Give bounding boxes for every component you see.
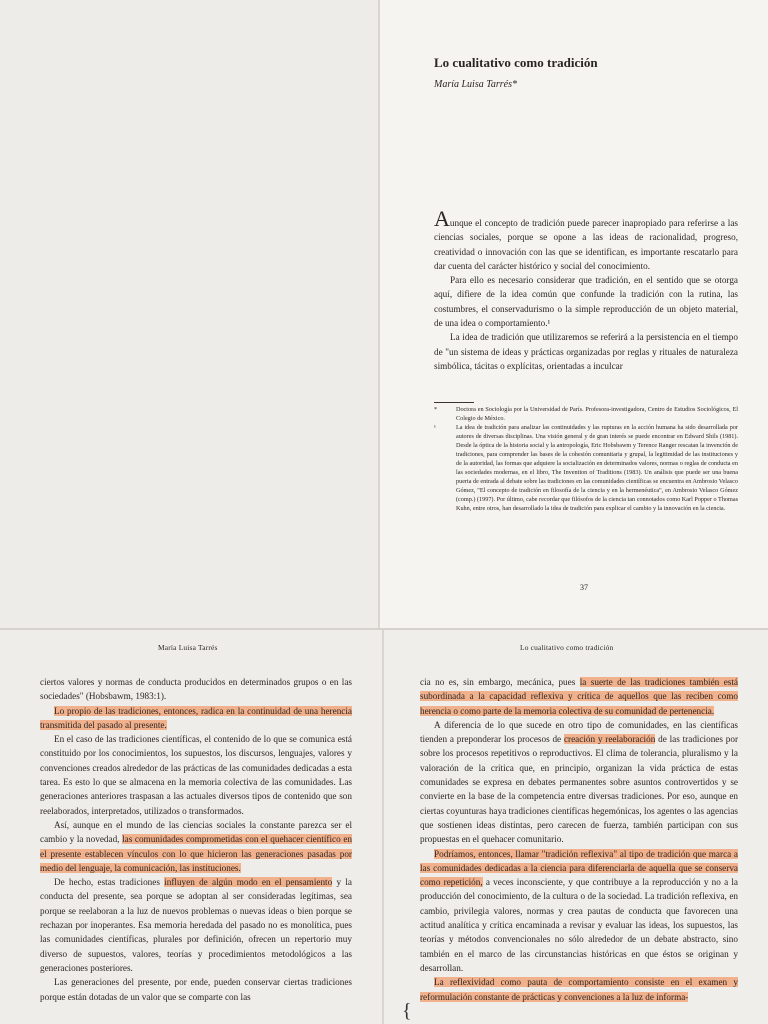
footnotes: [434, 405, 738, 513]
paragraph: [434, 206, 738, 273]
highlighted-text: la suerte de las tradiciones también está subordinada a la capacidad reflexiva y crítica de aquellos que las reciben como herencia o como parte de la memoria colectiva de su comunidad de pertenencia.: [420, 677, 738, 716]
article-title: Lo cualitativo como tradición: [434, 55, 598, 70]
paragraph: [420, 975, 738, 1004]
handwritten-brace-mark: {: [402, 1000, 412, 1022]
paragraph-text: a veces inconsciente, y que contribuye a la reproducción y no a la producción del conocimiento, de la cultura o de la sociedad. La tradición reflexiva, en cambio, privilegia valores, normas y crea pautas de conducta que favorecen una actitud analítica y crítica encaminada a revisar y evaluar las ideas, los supuestos, las teorías y métodos convencionales no sólo alrededor de un debate abstracto, sino también en el marco de las circunstancias históricas en que éstos se originan y desarrollan.: [420, 877, 738, 973]
paragraph: Las generaciones del presente, por ende, pueden conservar ciertas tradiciones porque están dotadas de un valor que se comparte con las: [40, 977, 352, 1002]
paragraph-text: unque el concepto de tradición puede parecer inapropiado para referirse a las ciencias sociales, porque se opone a las ideas de racionalidad, progreso, creatividad o innovación con las que se identifican, es importante rescatarlo para dar cuenta del carácter histórico y social del conocimiento.: [434, 218, 738, 271]
highlighted-text: Lo propio de las tradiciones, entonces, radica en la continuidad de una herencia transmitida del pasado al presente.: [40, 705, 352, 730]
paragraph-text: Así, aunque en el mundo de las ciencias sociales la constante parezca ser el cambio y la novedad,: [40, 819, 352, 845]
article-first-page: [380, 0, 768, 628]
highlighted-text: las comunidades comprometidas con el quehacer científico en el presente establecen vínculos con lo que hicieron las generaciones pasadas por medio del lenguaje, la comunicación, las instituciones.: [40, 834, 352, 873]
footnote: [434, 405, 738, 423]
article-body: [434, 206, 738, 373]
paragraph: En el caso de las tradiciones científicas, el contenido de lo que se comunica está constituido por los conocimientos, los supuestos, los discursos, lenguajes, valores y convenciones creados alrededor de las prácticas de las comunidades dedicadas a esta tarea. Es esto lo que se almacena en la memoria colectiva de las comunidades. Las generaciones anteriores traspasan a las actuales diversos tipos de contenido que son reelaborados, interpretados, utilizados o transformados.: [40, 734, 352, 816]
paragraph-text: cia no es, sin embargo, mecánica, pues: [420, 677, 580, 687]
highlighted-text: La reflexividad como pauta de comportamiento consiste en el examen y reformulación constante de prácticas y convenciones a la luz de informa-: [420, 977, 738, 1002]
footnote-text: La idea de tradición para analizar las continuidades y las rupturas en la acción humana ha sido desarrollada por autores de diversas disciplinas. Una visión general y de gran interés se puede encontrar en Edward Shils (1981). Desde la óptica de la historia social y la antropología, Eric Hobsbawm y Terence Ranger rescatan la invención de tradiciones, para comprender las bases de la cohesión comunitaria y grupal, la legitimidad de las instituciones y de la autoridad, las formas que adquiere la socialización en determinados valores, normas o reglas de conducta en las sociedades modernas, en el libro, The Invention of Traditions (1983). Un análisis que puede ser una buena puerta de entrada al debate sobre las tradiciones en las comunidades científicas se encuentra en Ambrosio Velasco Gómez, "El concepto de tradición en filosofía de la ciencia y en la hermenéutica", en Ambrosio Velasco Gómez (comp.) (1997). Por último, cabe recordar que filósofos de la ciencia tan connotados como Karl Popper o Thomas Kuhn, entre otros, han desarrollado la idea de tradición para explicar el cambio y la innovación en la ciencia.: [456, 424, 738, 512]
highlighted-text: influyen de algún modo en el pensamiento: [164, 877, 333, 888]
paragraph: [40, 818, 352, 875]
page-number: 37: [580, 583, 588, 592]
footnote-marker: *: [434, 406, 438, 413]
paragraph: Para ello es necesario considerar que tradición, en el sentido que se otorga aquí, difiere de la idea común que confunde la tradición con la rutina, las costumbres, el conservadurismo o la simple reproducción de un objeto material, de una idea o comportamiento.¹: [434, 275, 738, 329]
running-head: María Luisa Tarrés: [158, 643, 218, 652]
paragraph-text: A diferencia de lo que sucede en otro tipo de comunidades, en las científicas tienden a preponderar los procesos de: [420, 719, 738, 745]
footnote-text: Doctora en Sociología por la Universidad de París. Profesora-investigadora, Centro de Estudios Sociológicos, El Colegio de México.: [456, 406, 738, 422]
paragraph: La idea de tradición que utilizaremos se referirá a la persistencia en el tiempo de "un sistema de ideas y prácticas organizadas por reglas y rituales de naturaleza simbólica, tácitas o explícitas, orientadas a inculcar: [434, 332, 738, 371]
running-head: Lo cualitativo como tradición: [520, 643, 614, 652]
blank-page: [0, 0, 378, 628]
paragraph-text: de las tradiciones por sobre los procesos repetitivos o reproductivos. El clima de tolerancia, pluralismo y la valoración de la crítica que, en principio, organizan la vida práctica de estas comunidades se expresa en debates permanentes sobre asuntos controvertidos y se convierte en la base de la competencia entre diversas tradiciones. Por eso, aunque en ciertas coyunturas haya tradiciones científicas hegemónicas, los agentes o las agencias que sostienen ideas distintas, pero carecen de fuerza, también participan con sus propuestas en el quehacer comunitario.: [420, 734, 738, 845]
drop-cap: A: [434, 206, 450, 231]
article-page-left: [0, 630, 382, 1024]
highlighted-text: creación y reelaboración: [563, 734, 656, 745]
paragraph: [40, 875, 352, 975]
paragraph: [420, 847, 738, 976]
article-author: María Luisa Tarrés*: [434, 79, 517, 90]
highlighted-text: Podríamos, entonces, llamar "tradición reflexiva" al tipo de tradición que marca a las comunidades dedicadas a la ciencia para diferenciarla de aquella que se conserva como repetición,: [420, 848, 738, 888]
paragraph: ciertos valores y normas de conducta producidos en determinados grupos o en las sociedades" (Hobsbawm, 1983:1).: [40, 677, 352, 702]
footnote-rule: [434, 402, 474, 403]
paragraph: [420, 718, 738, 847]
article-page-right: [384, 630, 768, 1024]
paragraph-text: y la conducta del presente, sea porque se adoptan al ser consideradas legítimas, sea porque se reelaboran a la luz de nuevos problemas o nuevas ideas o bien porque se rechazan por inoperantes. Esa memoria heredada del pasado no es monolítica, pues las comunidades científicas, plurales por definición, ofrecen un repertorio muy diverso de supuestos, valores, teorías y procedimientos metodológicos a las generaciones posteriores.: [40, 877, 352, 973]
paragraph: [40, 704, 352, 733]
article-body: [420, 675, 738, 1004]
article-body: [40, 675, 352, 1004]
footnote-marker: ¹: [434, 424, 436, 431]
footnote: [434, 423, 738, 513]
paragraph: [420, 675, 738, 718]
paragraph-text: De hecho, estas tradiciones: [54, 877, 165, 888]
